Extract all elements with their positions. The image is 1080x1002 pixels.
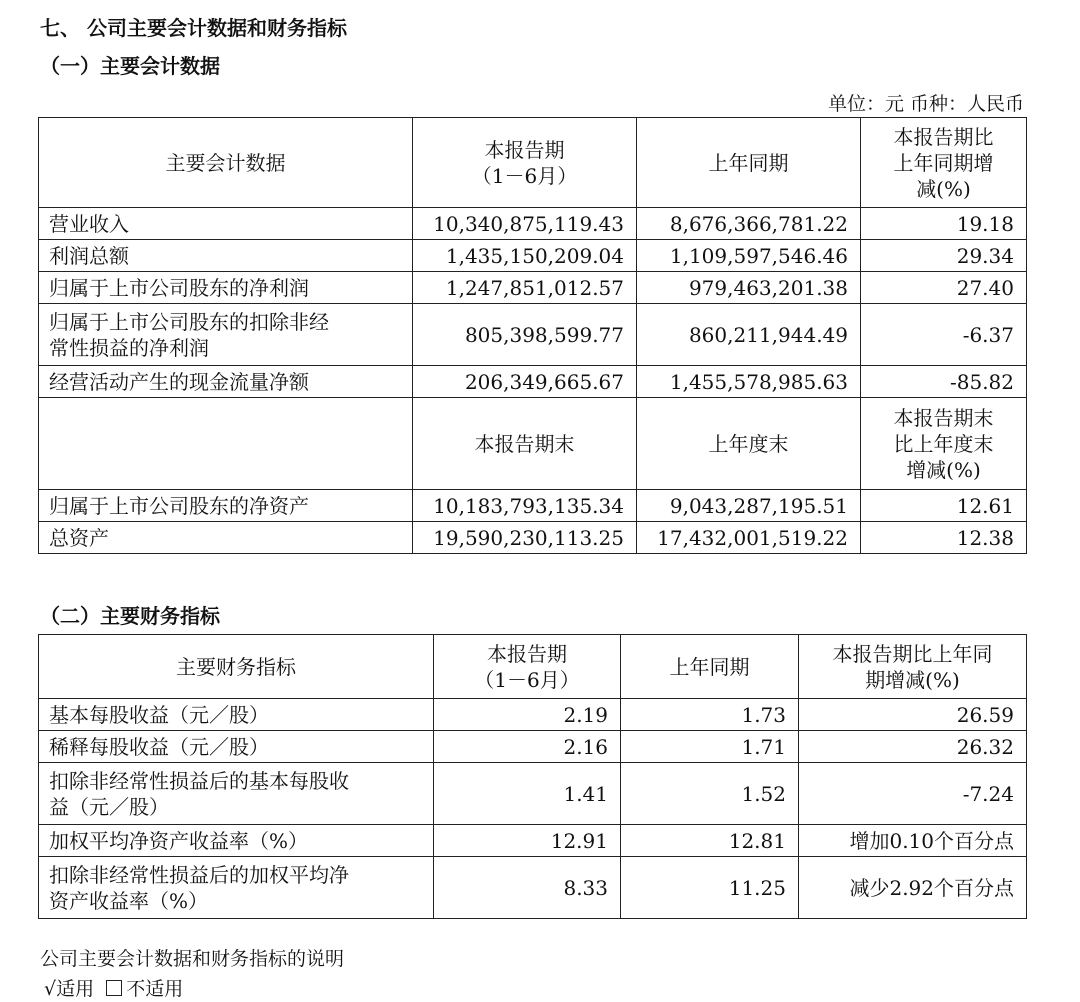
header-change: 本报告期比上年同 期增减(%): [799, 635, 1027, 699]
sub-title-accounting: （一）主要会计数据: [40, 54, 220, 78]
prior-value: 12.81: [621, 825, 799, 857]
current-value: 10,183,793,135.34: [413, 490, 637, 522]
prior-value: 1,109,597,546.46: [637, 240, 861, 272]
header2-prior-year-end: 上年度末: [637, 398, 861, 490]
table-row: [39, 763, 1027, 825]
change-value: 12.61: [861, 490, 1027, 522]
current-value: 2.16: [434, 731, 621, 763]
row-label: 扣除非经常性损益后的加权平均净 资产收益率（%）: [39, 857, 434, 919]
prior-value: 1,455,578,985.63: [637, 366, 861, 398]
unit-label: 单位：元 币种：人民币: [827, 93, 1024, 115]
change-value: 26.59: [799, 699, 1027, 731]
current-value: 12.91: [434, 825, 621, 857]
row-label: 归属于上市公司股东的净利润: [39, 272, 413, 304]
checkbox-icon: [106, 980, 122, 996]
current-value: 1,435,150,209.04: [413, 240, 637, 272]
table-row: [39, 522, 1027, 554]
header-prior-period: 上年同期: [621, 635, 799, 699]
change-value: 19.18: [861, 208, 1027, 240]
current-value: 206,349,665.67: [413, 366, 637, 398]
row-label: 总资产: [39, 522, 413, 554]
prior-value: 1.73: [621, 699, 799, 731]
row-label: 归属于上市公司股东的净资产: [39, 490, 413, 522]
row-label: 扣除非经常性损益后的基本每股收 益（元／股）: [39, 763, 434, 825]
header-current-period: 本报告期 （1－6月）: [413, 118, 637, 208]
change-value: -85.82: [861, 366, 1027, 398]
table-row: [39, 490, 1027, 522]
table-row: [39, 366, 1027, 398]
row-label: 归属于上市公司股东的扣除非经 常性损益的净利润: [39, 304, 413, 366]
table-header-row-2: [39, 398, 1027, 490]
prior-value: 1.52: [621, 763, 799, 825]
header-prior-period: 上年同期: [637, 118, 861, 208]
table-row: [39, 825, 1027, 857]
change-value: -7.24: [799, 763, 1027, 825]
current-value: 19,590,230,113.25: [413, 522, 637, 554]
table-row: [39, 208, 1027, 240]
financial-indicators-table: [38, 634, 1027, 919]
option-applicable: √适用: [44, 978, 95, 1000]
section-title: 七、 公司主要会计数据和财务指标: [40, 16, 347, 40]
row-label: 加权平均净资产收益率（%）: [39, 825, 434, 857]
prior-value: 860,211,944.49: [637, 304, 861, 366]
header2-item: [39, 398, 413, 490]
table-header-row: [39, 118, 1027, 208]
table-row: [39, 857, 1027, 919]
current-value: 1,247,851,012.57: [413, 272, 637, 304]
row-label: 稀释每股收益（元／股）: [39, 731, 434, 763]
sub-title-financial: （二）主要财务指标: [40, 604, 220, 628]
row-label: 经营活动产生的现金流量净额: [39, 366, 413, 398]
table-row: [39, 731, 1027, 763]
prior-value: 1.71: [621, 731, 799, 763]
option-not-applicable: 不适用: [126, 978, 184, 1000]
header-current-period: 本报告期 （1－6月）: [434, 635, 621, 699]
prior-value: 17,432,001,519.22: [637, 522, 861, 554]
change-value: 增加0.10个百分点: [799, 825, 1027, 857]
prior-value: 8,676,366,781.22: [637, 208, 861, 240]
table-header-row: [39, 635, 1027, 699]
prior-value: 9,043,287,195.51: [637, 490, 861, 522]
change-value: 减少2.92个百分点: [799, 857, 1027, 919]
row-label: 基本每股收益（元／股）: [39, 699, 434, 731]
change-value: 27.40: [861, 272, 1027, 304]
row-label: 利润总额: [39, 240, 413, 272]
current-value: 1.41: [434, 763, 621, 825]
header2-change: 本报告期末 比上年度末 增减(%): [861, 398, 1027, 490]
header-item: 主要财务指标: [39, 635, 434, 699]
current-value: 10,340,875,119.43: [413, 208, 637, 240]
change-value: -6.37: [861, 304, 1027, 366]
prior-value: 979,463,201.38: [637, 272, 861, 304]
header-item: 主要会计数据: [39, 118, 413, 208]
change-value: 29.34: [861, 240, 1027, 272]
current-value: 8.33: [434, 857, 621, 919]
change-value: 26.32: [799, 731, 1027, 763]
applicability-options: [44, 974, 183, 1001]
prior-value: 11.25: [621, 857, 799, 919]
row-label: 营业收入: [39, 208, 413, 240]
header2-period-end: 本报告期末: [413, 398, 637, 490]
table-row: [39, 240, 1027, 272]
current-value: 805,398,599.77: [413, 304, 637, 366]
accounting-data-table: [38, 117, 1027, 554]
table-row: [39, 699, 1027, 731]
current-value: 2.19: [434, 699, 621, 731]
note-title: 公司主要会计数据和财务指标的说明: [40, 948, 345, 970]
header-change: 本报告期比 上年同期增 减(%): [861, 118, 1027, 208]
change-value: 12.38: [861, 522, 1027, 554]
table-row: [39, 304, 1027, 366]
table-row: [39, 272, 1027, 304]
